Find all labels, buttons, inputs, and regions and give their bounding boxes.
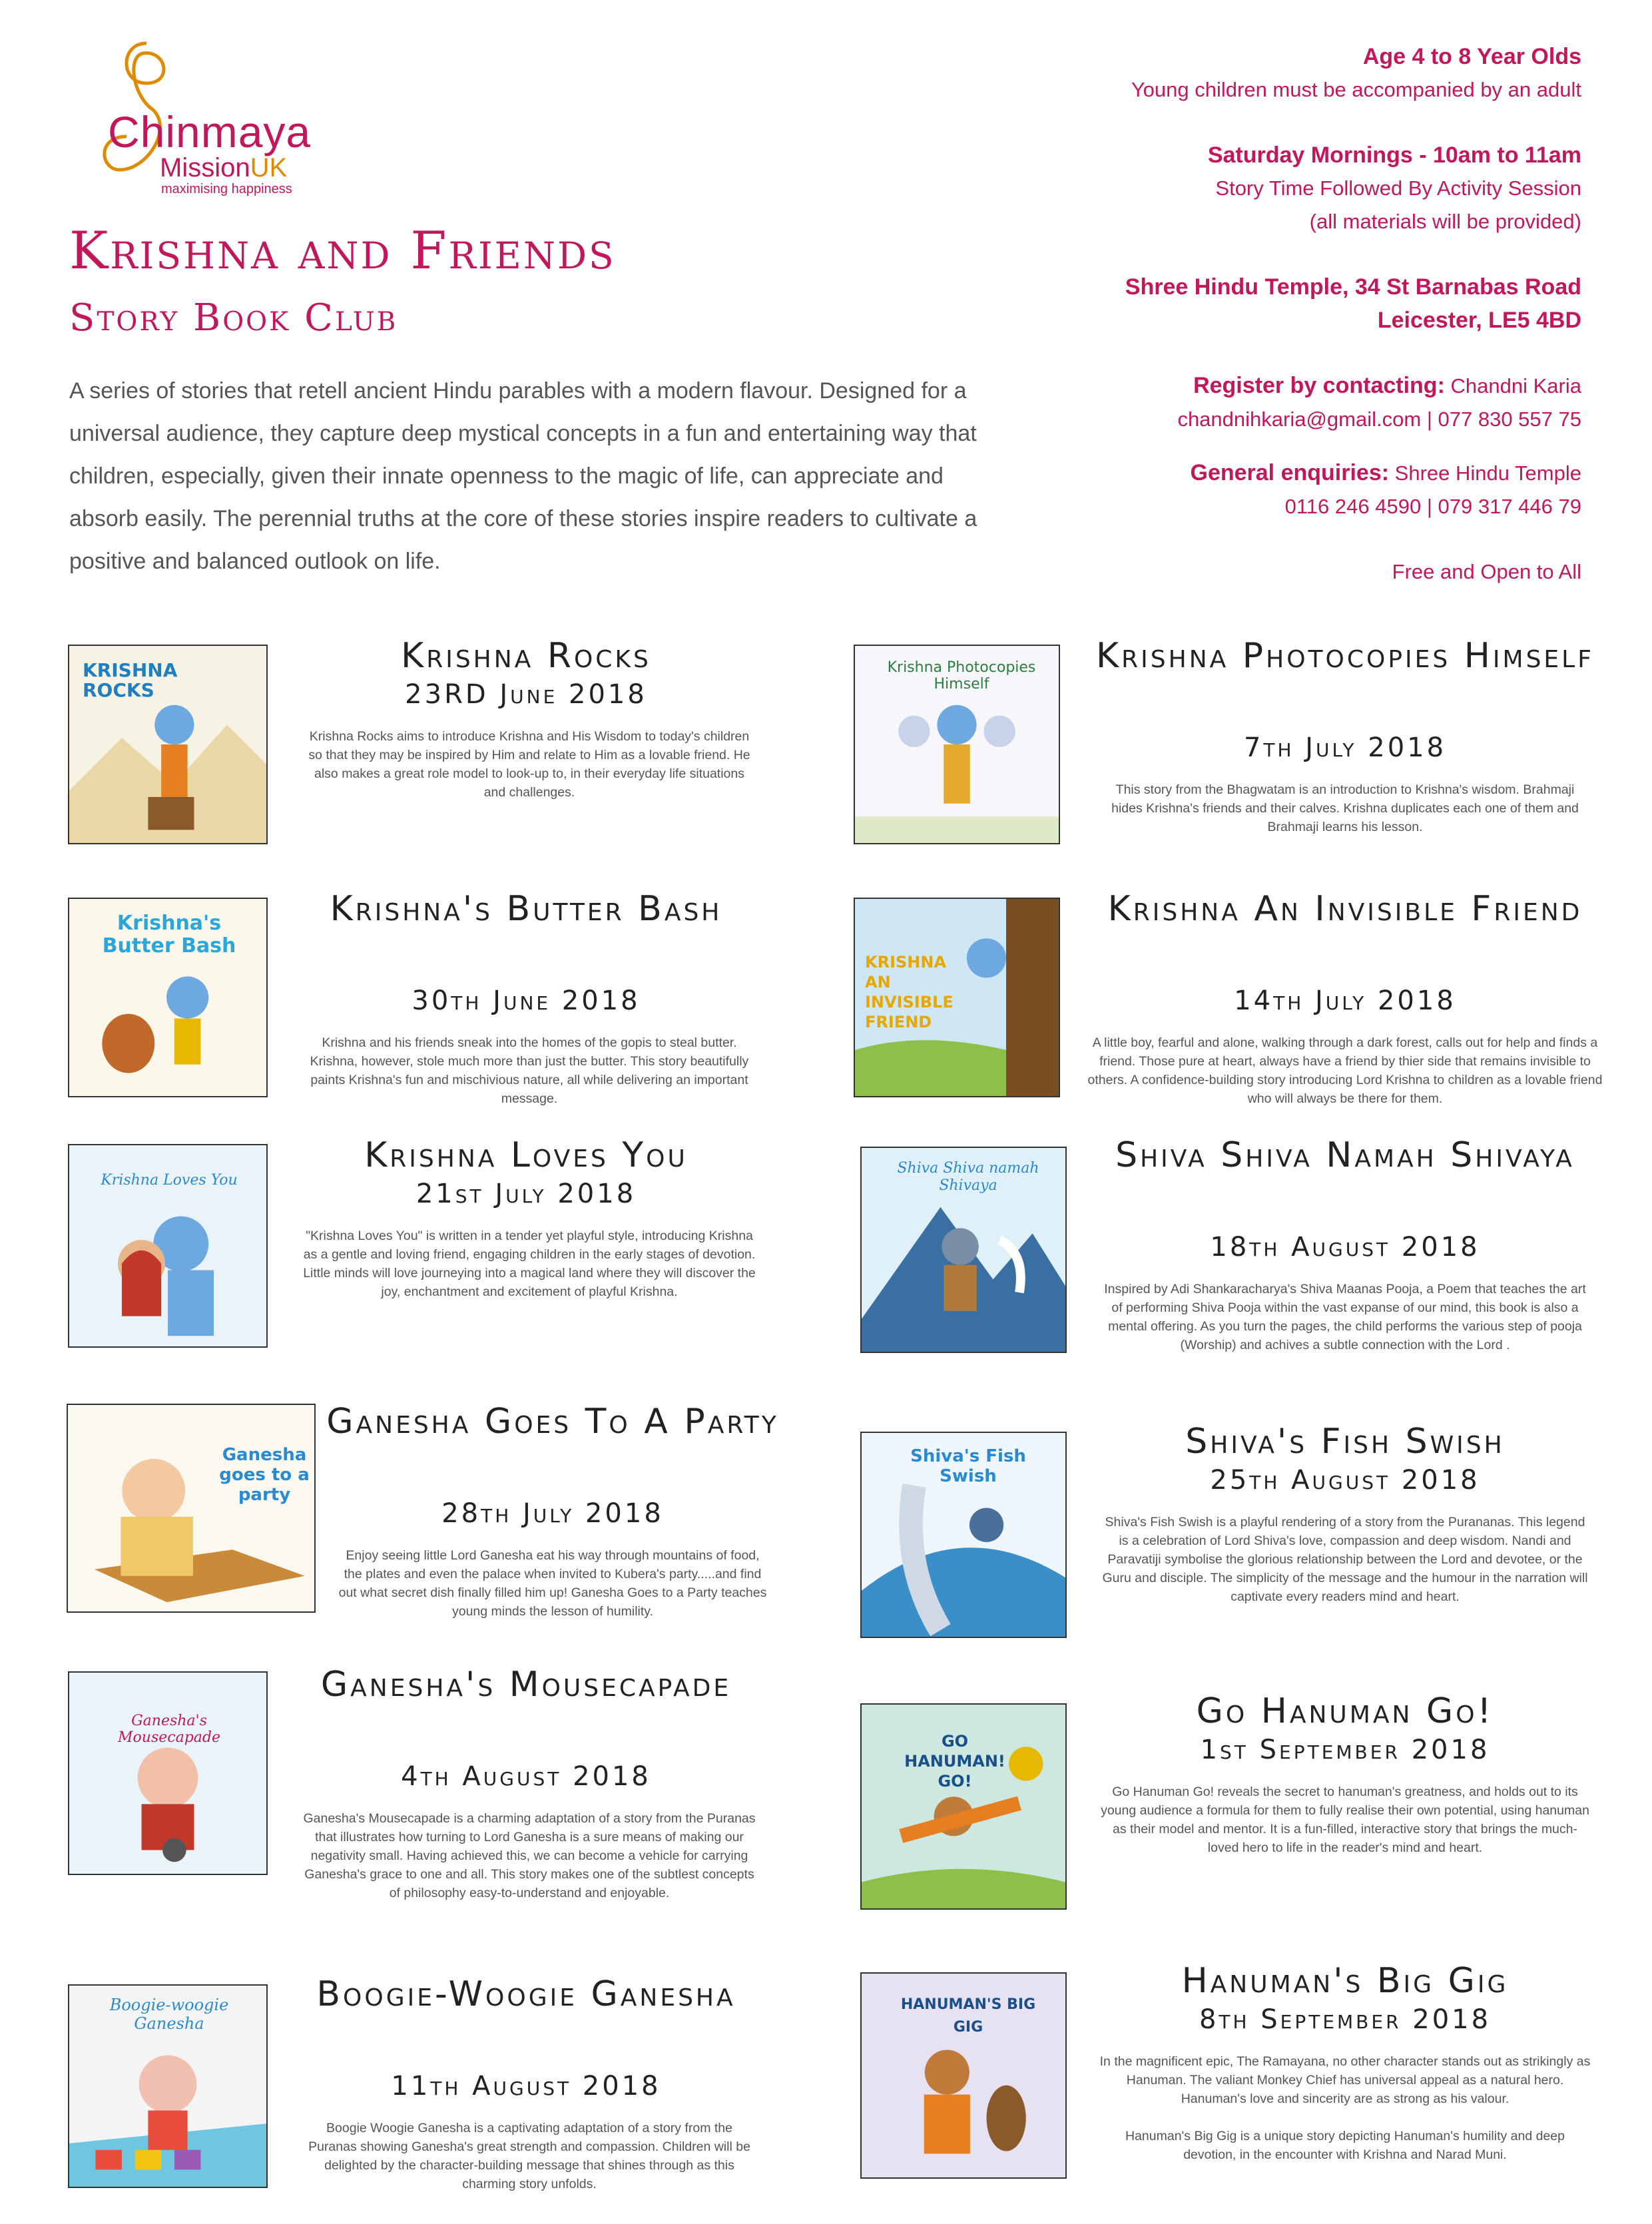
book-title-butter-bash: Krishna's Butter Bash <box>330 889 722 929</box>
book-desc-boogie-woogie: Boogie Woogie Ganesha is a captivating adaptation of a story from the Puranas showing Ganesha's great strength and compassion. Children will be delighted by the character-building message that shines through as this charming story unfolds. <box>308 2121 750 2191</box>
book-cover-ganesha-party: Ganesha goes to a party <box>67 1404 316 1613</box>
enquiry-line: General enquiries: Shree Hindu Temple <box>1190 460 1581 485</box>
book-date-krishna-rocks: 23RD June 2018 <box>405 679 647 710</box>
logo-name: Chinmaya <box>108 107 312 156</box>
logo-mission: MissionUK <box>160 153 288 182</box>
book-date-boogie-woogie: 11th August 2018 <box>391 2071 661 2101</box>
register-phone: 077 830 557 75 <box>1438 408 1581 431</box>
book-cover-krishna-rocks: KRISHNA ROCKS <box>68 645 268 844</box>
book-date-mousecapade: 4th August 2018 <box>401 1761 651 1792</box>
book-title-invisible-friend: Krishna An Invisible Friend <box>1107 889 1583 929</box>
book-desc-ganesha-party: Enjoy seeing little Lord Ganesha eat his way through mountains of food, the plates and even the palace when invited to Kubera's party.....and find out what secret dish finally filled him up! Ganesha Goes to a Party teaches young minds the lesson of humility. <box>338 1548 767 1619</box>
register-email[interactable]: chandnihkaria@gmail.com <box>1177 408 1422 431</box>
book-desc-go-hanuman: Go Hanuman Go! reveals the secret to hanuman's greatness, and holds out to its young audience a formula for them to fully realise their own potential, using hanuman as their model and mentor. It is a fun-filled, interactive story that brings the much-loved hero to life in the reader's mind and heart. <box>1101 1785 1589 1855</box>
book-desc-invisible-friend: A little boy, fearful and alone, walking through a dark forest, calls out for help and finds a friend. Those pure at heart, always have a friend by thier side that remains invisible to others. A confidence-building story introducing Lord Krishna to children as a lovable friend who will always be there for them. <box>1087 1035 1603 1106</box>
book-cover-krishna-photocopies: Krishna Photocopies Himself <box>854 645 1060 844</box>
book-desc-fish-swish: Shiva's Fish Swish is a playful rendering of a story from the Purananas. This legend is a celebration of Lord Shiva's love, compassion and deep wisdom. Nandi and Paravatiji symbolise the glorious relationship between the Lord and devotee, or the Guru and disciple. The simplicity of the message and the humour in the narration will captivate every readers mind and heart. <box>1102 1515 1588 1604</box>
book-cover-krishna-loves-you: Krishna Loves You <box>68 1144 268 1348</box>
book-date-butter-bash: 30th June 2018 <box>412 985 641 1016</box>
book-cover-boogie-woogie: Boogie-woogie Ganesha <box>68 1984 268 2188</box>
chinmaya-logo <box>73 37 340 196</box>
free-note: Free and Open to All <box>1392 560 1581 583</box>
book-desc-mousecapade: Ganesha's Mousecapade is a charming adaptation of a story from the Puranas that illustrates how turning to Lord Ganesha is a sure means of making our negativity small. Having achieved this, we can become a vehicle for carrying Ganesha's grace to one and all. This story makes one of the subtlest concepts of philosophy easy-to-understand and enjoyable. <box>303 1811 756 1900</box>
book-date-krishna-photocopies: 7th July 2018 <box>1243 732 1447 763</box>
book-title-krishna-rocks: Krishna Rocks <box>401 636 651 676</box>
page-title: Krishna and Friends <box>69 221 616 281</box>
venue-line-1: Shree Hindu Temple, 34 St Barnabas Road <box>1125 274 1581 300</box>
book-title-krishna-photocopies: Krishna Photocopies Himself <box>1096 636 1594 676</box>
book-title-fish-swish: Shiva's Fish Swish <box>1185 1422 1505 1462</box>
materials-note: (all materials will be provided) <box>1309 210 1581 233</box>
book-title-krishna-loves-you: Krishna Loves You <box>364 1135 688 1175</box>
age-range: Age 4 to 8 Year Olds <box>1362 44 1581 69</box>
book-desc-krishna-rocks: Krishna Rocks aims to introduce Krishna and His Wisdom to today's children so that they may be inspired by Him and relate to Him as a lovable friend. He also makes a great role model to look-up to, in their everyday life situations and challenges. <box>308 729 750 800</box>
book-desc-shiva-shiva: Inspired by Adi Shankaracharya's Shiva Maanas Pooja, a Poem that teaches the art of performing Shiva Pooja within the vast expanse of our mind, this book is also a mental offering. As you turn the pages, the child performs the various step of pooja (Worship) and achives a subtle connection with the Lord . <box>1104 1282 1586 1352</box>
book-title-big-gig: Hanuman's Big Gig <box>1181 1961 1509 2001</box>
book-cover-butter-bash: Krishna's Butter Bash <box>68 898 268 1097</box>
book-cover-big-gig: HANUMAN'S BIG GIG <box>860 1972 1067 2179</box>
book-date-go-hanuman: 1st September 2018 <box>1200 1735 1490 1765</box>
book-desc-butter-bash: Krishna and his friends sneak into the homes of the gopis to steal butter. Krishna, however, stole much more than just the butter. This story beautifully paints Krishna's fun and mischivious nature, all while delivering an important message. <box>310 1035 749 1106</box>
book-desc-krishna-loves-you: "Krishna Loves You" is written in a tender yet playful style, introducing Krishna as a gentle and loving friend, engaging children in the early stages of devotion. Little minds will love journeying into a magical land where they will discover the joy, enchantment and excitement of playful Krishna. <box>303 1229 756 1299</box>
book-cover-fish-swish: Shiva's Fish Swish <box>860 1432 1067 1638</box>
book-cover-shiva-shiva: Shiva Shiva namah Shivaya <box>860 1147 1067 1353</box>
age-note: Young children must be accompanied by an adult <box>1131 78 1581 101</box>
book-date-fish-swish: 25th August 2018 <box>1210 1465 1480 1496</box>
book-date-krishna-loves-you: 21st July 2018 <box>415 1179 637 1209</box>
register-line: Register by contacting: Chandni Karia <box>1193 373 1581 398</box>
book-desc-big-gig: In the magnificent epic, The Ramayana, no other character stands out as strikingly as Hanuman. The valiant Monkey Chief has universal appeal as a natural hero. Hanuman's love and sincerity are as strong as his valour. Hanuman's Big Gig is a unique story depicting Hanuman's humility and deep devotion, in the encounter with Krishna and Narad Muni. <box>1099 2054 1591 2162</box>
book-title-shiva-shiva: Shiva Shiva Namah Shivaya <box>1115 1135 1575 1175</box>
book-desc-krishna-photocopies: This story from the Bhagwatam is an introduction to Krishna's wisdom. Brahmaji hides Krishna's friends and their calves. Krishna duplicates each one of them and Brahmaji learns his lesson. <box>1111 782 1579 834</box>
session-time: Saturday Mornings - 10am to 11am <box>1207 142 1581 168</box>
book-title-go-hanuman: Go Hanuman Go! <box>1196 1691 1494 1731</box>
book-cover-invisible-friend: KRISHNA AN INVISIBLE FRIEND <box>854 898 1060 1097</box>
book-date-shiva-shiva: 18th August 2018 <box>1210 1232 1480 1262</box>
book-title-ganesha-party: Ganesha Goes To A Party <box>326 1402 779 1442</box>
book-date-big-gig: 8th September 2018 <box>1199 2004 1492 2035</box>
enquiry-phones: 0116 246 4590 | 079 317 446 79 <box>1284 495 1581 518</box>
book-date-ganesha-party: 28th July 2018 <box>441 1498 664 1529</box>
logo-tagline: maximising happiness <box>161 182 292 196</box>
book-title-mousecapade: Ganesha's Mousecapade <box>320 1665 732 1705</box>
event-info <box>982 40 1581 589</box>
register-contact: chandnihkaria@gmail.com | 077 830 557 75 <box>1177 408 1581 431</box>
session-note: Story Time Followed By Activity Session <box>1215 176 1581 200</box>
intro-paragraph: A series of stories that retell ancient Hindu parables with a modern flavour. Designed for a universal audience, they capture deep mystical concepts in a fun and entertaining way that children, especially, given their innate openness to the magic of life, can appreciate and absorb easily. The perennial truths at the core of these stories inspire readers to cultivate a positive and balanced outlook on life. <box>69 378 977 574</box>
book-cover-go-hanuman: GO HANUMAN! GO! <box>860 1703 1067 1910</box>
book-title-boogie-woogie: Boogie-Woogie Ganesha <box>316 1974 736 2014</box>
page-subtitle: Story Book Club <box>69 296 398 340</box>
book-cover-mousecapade: Ganesha's Mousecapade <box>68 1671 268 1875</box>
venue-line-2: Leicester, LE5 4BD <box>1377 308 1581 333</box>
book-date-invisible-friend: 14th July 2018 <box>1234 985 1456 1016</box>
